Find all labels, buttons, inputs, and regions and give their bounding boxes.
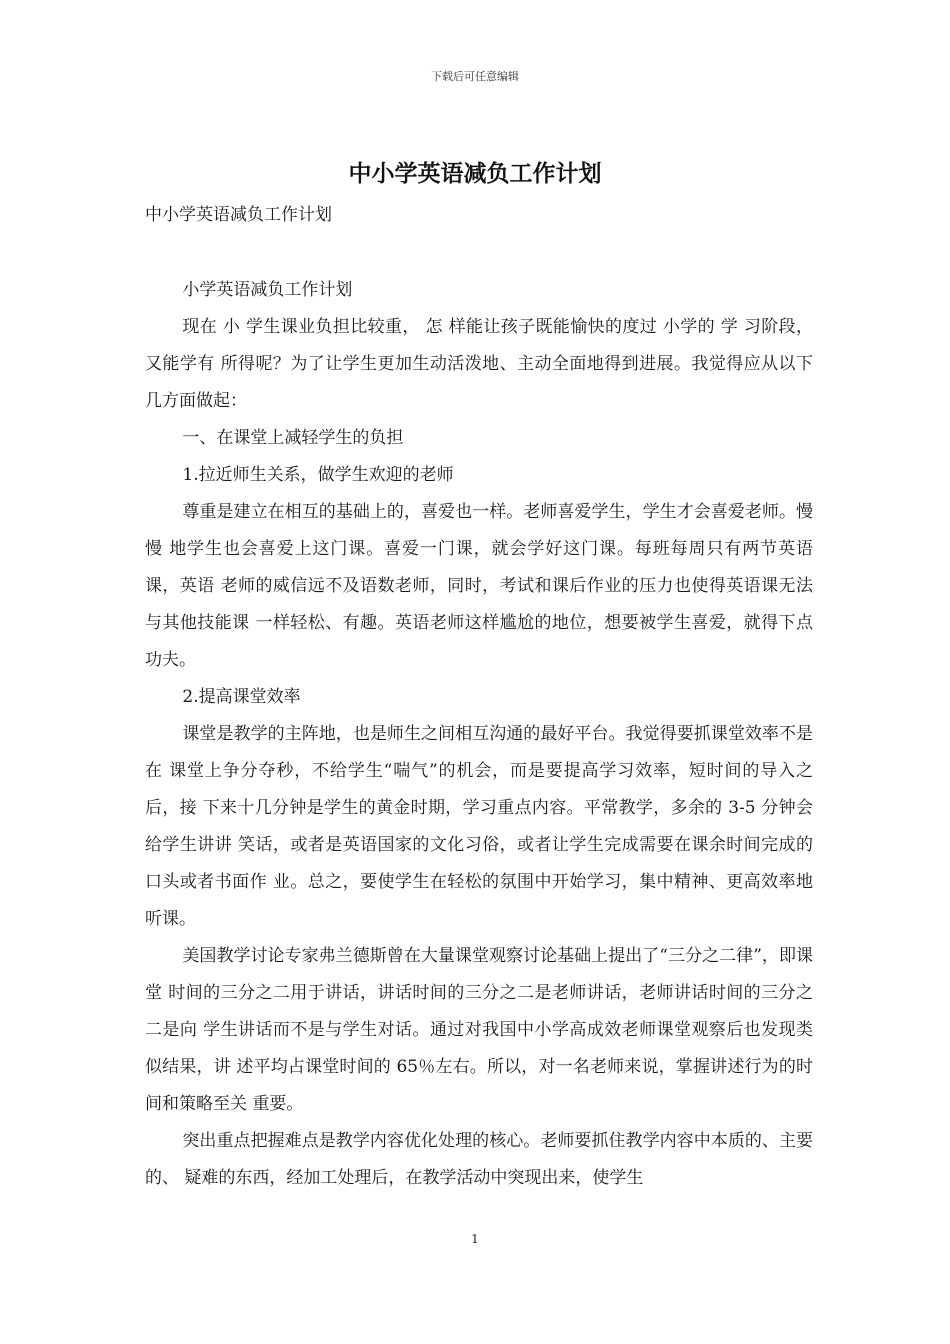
body-paragraph: 突出重点把握难点是教学内容优化处理的核心。老师要抓住教学内容中本质的、主要的、 疑难的东西，经加工处理后，在教学活动中突现出来，使学生 (145, 1131, 813, 1188)
body-paragraph: 美国教学讨论专家弗兰德斯曾在大量课堂观察讨论基础上提出了“三分之二律”，即课堂 时间的三分之二用于讲话，讲话时间的三分之二是老师讲话，老师讲话时间的三分之二是向 学生讲话而不是与学生对话。通过对我国中小学高成效老师课堂观察后也发现类似结果，讲 述平均占课堂时间的 65％左右。所以，对一名老师来说，掌握讲述行为的时间和策略至关 重要。 (145, 946, 813, 1114)
body-paragraph: 现在 小 学生课业负担比较重， 怎 样能让孩子既能愉快的度过 小学的 学 习阶段，又能学有 所得呢？为了让学生更加生动活泼地、主动全面地得到进展。我觉得应从以下几方面做起： (145, 317, 813, 411)
section-heading: 一、在课堂上减轻学生的负担 (182, 428, 404, 448)
document-subtitle: 中小学英语减负工作计划 (145, 205, 332, 225)
body-paragraph: 课堂是教学的主阵地，也是师生之间相互沟通的最好平台。我觉得要抓课堂效率不是在 课堂上争分夺秒，不给学生“喘气”的机会，而是要提高学习效率，短时间的导入之后，接 下来十几分钟是学生的黄金时期，学习重点内容。平常教学，多余的 3-5 分钟会给学生讲讲 笑话，或者是英语国家的文化习俗，或者让学生完成需要在课余时间完成的口头或者书面作 业。总之，要使学生在轻松的氛围中开始学习，集中精神、更高效率地听课。 (145, 724, 813, 929)
subsection-heading: 2.提高课堂效率 (182, 687, 301, 707)
document-body (145, 272, 813, 1197)
section-heading-primary: 小学英语减负工作计划 (182, 280, 353, 300)
body-paragraph: 尊重是建立在相互的基础上的，喜爱也一样。老师喜爱学生，学生才会喜爱老师。慢慢 地学生也会喜爱上这门课。喜爱一门课，就会学好这门课。每班每周只有两节英语课，英语 老师的威信远不及语数老师，同时，考试和课后作业的压力也使得英语课无法与其他技能课 一样轻松、有趣。英语老师这样尴尬的地位，想要被学生喜爱，就得下点功夫。 (145, 502, 813, 670)
document-title: 中小学英语减负工作计划 (348, 160, 602, 187)
page-number: 1 (471, 1232, 479, 1246)
header-note: 下载后可任意编辑 (431, 70, 519, 83)
subsection-heading: 1.拉近师生关系，做学生欢迎的老师 (182, 465, 454, 485)
